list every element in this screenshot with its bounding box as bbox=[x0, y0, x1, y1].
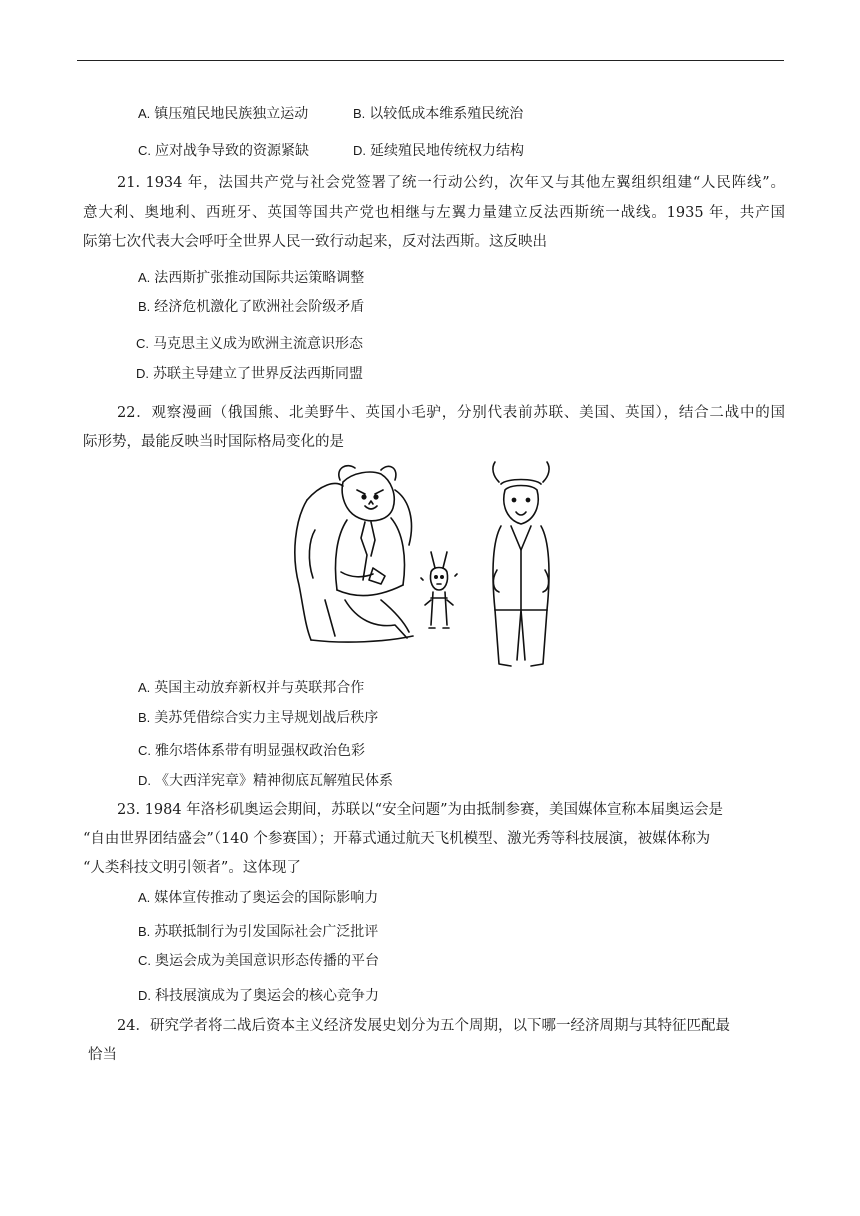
q22-stem-line-2: 际形势，最能反映当时国际格局变化的是 bbox=[83, 434, 344, 450]
q22-option-b: B. 美苏凭借综合实力主导规划战后秩序 bbox=[138, 710, 379, 726]
q22-option-d: D. 《大西洋宪章》精神彻底瓦解殖民体系 bbox=[138, 773, 393, 789]
q21-option-c: C. 马克思主义成为欧洲主流意识形态 bbox=[136, 336, 363, 352]
q21-option-b: B. 经济危机激化了欧洲社会阶级矛盾 bbox=[138, 299, 365, 315]
q21-option-d: D. 苏联主导建立了世界反法西斯同盟 bbox=[136, 366, 363, 382]
q23-stem-line-3: “人类科技文明引领者”。这体现了 bbox=[83, 860, 301, 876]
q23-option-a: A. 媒体宣传推动了奥运会的国际影响力 bbox=[138, 890, 379, 906]
donkey-figure bbox=[421, 552, 457, 628]
q22-option-c: C. 雅尔塔体系带有明显强权政治色彩 bbox=[138, 743, 365, 759]
q21-stem-line-3: 际第七次代表大会呼吁全世界人民一致行动起来，反对法西斯。这反映出 bbox=[83, 234, 547, 250]
q23-option-d: D. 科技展演成为了奥运会的核心竞争力 bbox=[138, 988, 379, 1004]
q23-option-b: B. 苏联抵制行为引发国际社会广泛批评 bbox=[138, 924, 379, 940]
q24-stem-line-1: 24．研究学者将二战后资本主义经济发展史划分为五个周期，以下哪一经济周期与其特征匹配最 bbox=[117, 1018, 730, 1034]
q24-stem-line-2: 恰当 bbox=[88, 1047, 117, 1063]
q21-option-a: A. 法西斯扩张推动国际共运策略调整 bbox=[138, 270, 365, 286]
q20-option-c: C. 应对战争导致的资源紧缺 bbox=[138, 143, 309, 159]
q20-option-d: D. 延续殖民地传统权力结构 bbox=[353, 143, 524, 159]
q21-stem-line-2: 意大利、奥地利、西班牙、英国等国共产党也相继与左翼力量建立反法西斯统一战线。1935 年，共产国 bbox=[83, 205, 785, 221]
q23-option-c: C. 奥运会成为美国意识形态传播的平台 bbox=[138, 953, 379, 969]
bear-figure bbox=[295, 466, 413, 642]
q20-option-b: B. 以较低成本维系殖民统治 bbox=[353, 106, 524, 122]
q22-stem-line-1: 22．观察漫画（俄国熊、北美野牛、英国小毛驴，分别代表前苏联、美国、英国），结合二战中的国 bbox=[117, 405, 785, 421]
q23-stem-line-1: 23. 1984 年洛杉矶奥运会期间，苏联以“安全问题”为由抵制参赛，美国媒体宣称本届奥运会是 bbox=[117, 802, 724, 818]
q21-stem-line-1: 21. 1934 年，法国共产党与社会党签署了统一行动公约，次年又与其他左翼组织组建“人民阵线”。 bbox=[117, 175, 785, 191]
q22-option-a: A. 英国主动放弃新权并与英联邦合作 bbox=[138, 680, 365, 696]
q23-stem-line-2: “自由世界团结盛会”（140 个参赛国）；开幕式通过航天飞机模型、激光秀等科技展演，被媒体称为 bbox=[83, 831, 711, 847]
q20-option-a: A. 镇压殖民地民族独立运动 bbox=[138, 106, 309, 122]
bison-figure bbox=[493, 462, 549, 666]
header-rule bbox=[77, 60, 784, 61]
political-cartoon-image bbox=[285, 460, 575, 672]
